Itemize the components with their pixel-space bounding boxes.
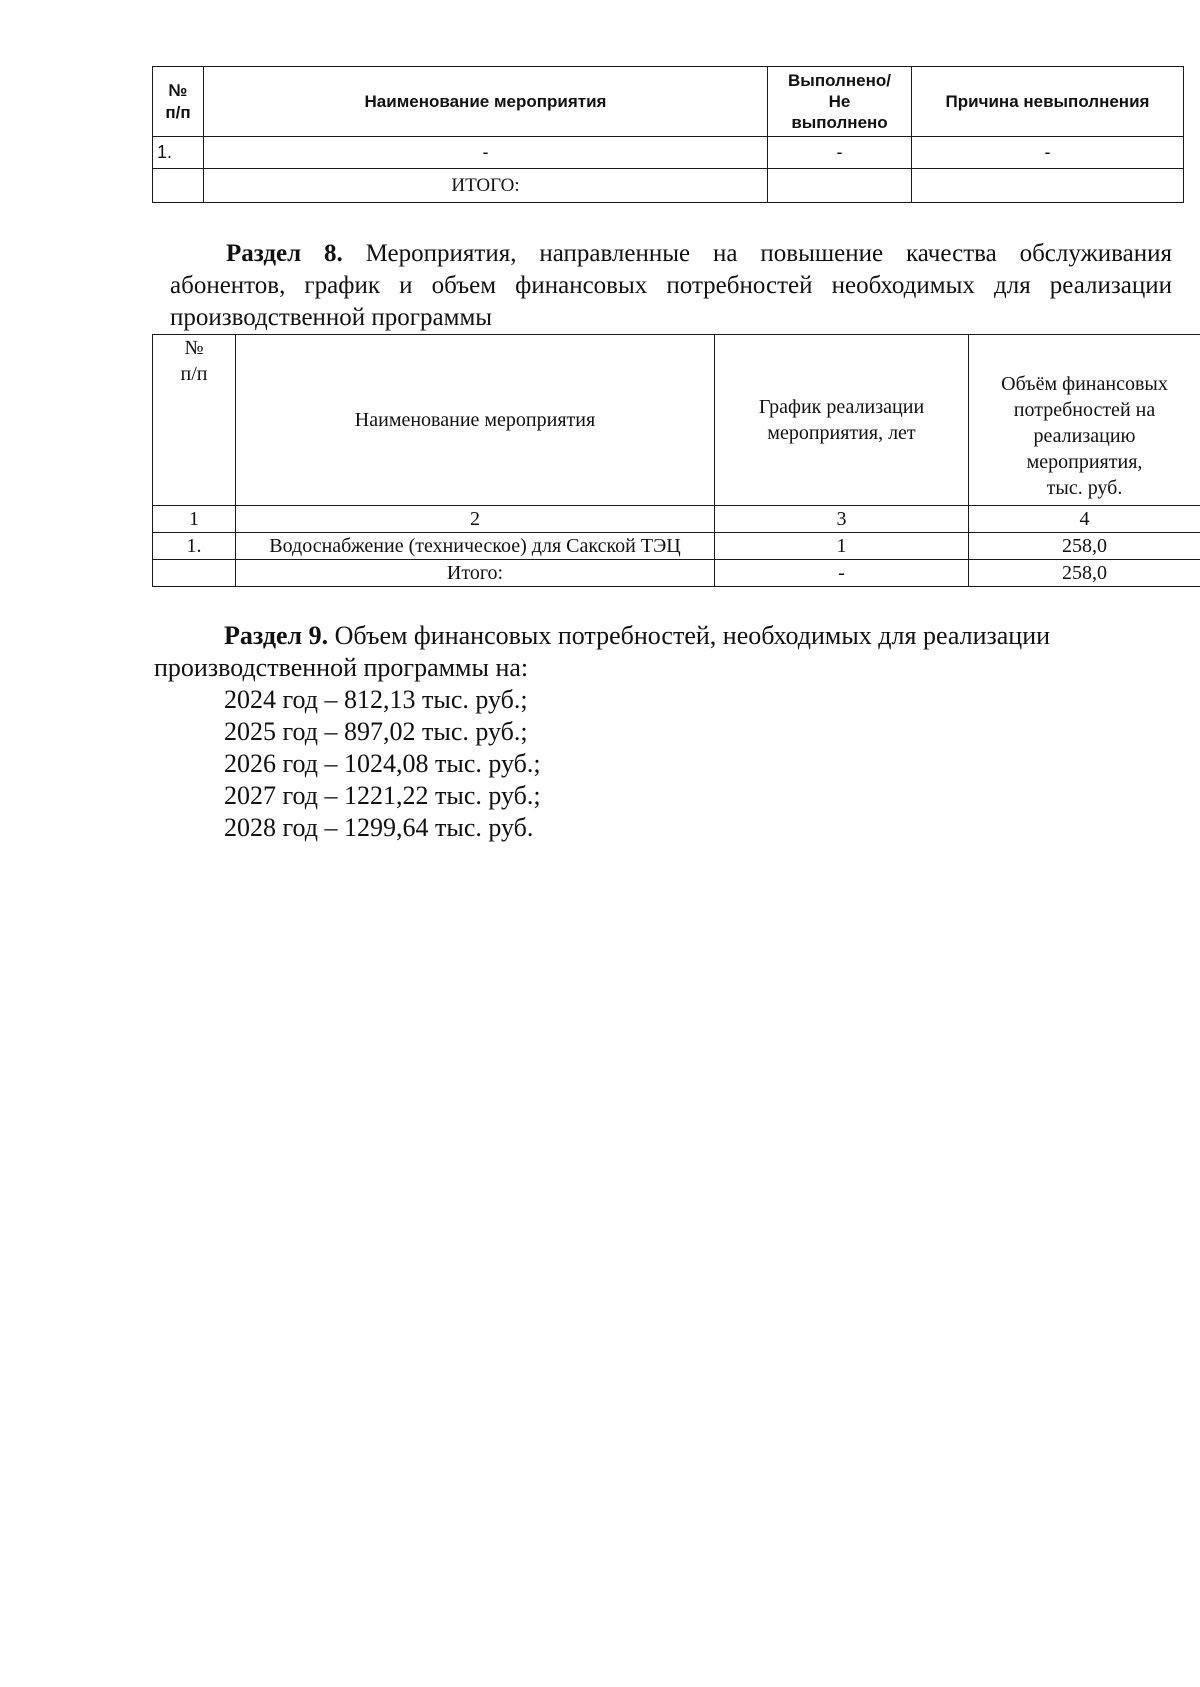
table-total-row (153, 169, 1184, 203)
cell-reason: - (912, 137, 1184, 169)
cell-done: - (768, 137, 912, 169)
header-num: № п/п (153, 335, 236, 506)
cell-num: 1. (153, 533, 236, 560)
col-number: 2 (236, 506, 715, 533)
cell-schedule: 1 (715, 533, 969, 560)
col-number: 3 (715, 506, 969, 533)
section-8-text: Мероприятия, направленные на повышение качества обслуживания абонентов, график и объем финансовых потребностей необходимых для реализации производственной программы (170, 240, 1173, 331)
table-total-row (153, 560, 1200, 587)
header-num: № п/п (153, 67, 204, 137)
header-name: Наименование мероприятия (236, 335, 715, 506)
total-schedule: - (715, 560, 969, 587)
table-header-row (153, 67, 1184, 137)
cell-empty (912, 169, 1184, 203)
header-schedule: График реализации мероприятия, лет (715, 335, 969, 506)
header-done: Выполнено/ Не выполнено (768, 67, 912, 137)
year-item: 2027 год – 1221,22 тыс. руб.; (224, 781, 541, 810)
year-item: 2024 год – 812,13 тыс. руб.; (224, 685, 528, 714)
total-label: Итого: (236, 560, 715, 587)
section-9-paragraph (154, 620, 1174, 844)
cell-name: - (204, 137, 768, 169)
total-label: ИТОГО: (204, 169, 768, 203)
table-header-row (153, 335, 1200, 506)
year-item: 2026 год – 1024,08 тыс. руб.; (224, 749, 541, 778)
column-numbers-row (153, 506, 1200, 533)
section-9-label: Раздел 9. (224, 621, 329, 650)
cell-empty (153, 169, 204, 203)
table-row (153, 533, 1200, 560)
total-volume: 258,0 (969, 560, 1200, 587)
cell-empty (768, 169, 912, 203)
section-8-paragraph (170, 238, 1172, 334)
header-name: Наименование мероприятия (204, 67, 768, 137)
service-quality-events-table (152, 334, 1200, 587)
header-reason: Причина невыполнения (912, 67, 1184, 137)
section-8-label: Раздел 8. (226, 240, 343, 267)
year-item: 2025 год – 897,02 тыс. руб.; (224, 717, 528, 746)
table-row (153, 137, 1184, 169)
section-9-text: Объем финансовых потребностей, необходимых для реализации производственной программы на: (154, 621, 1051, 682)
cell-volume: 258,0 (969, 533, 1200, 560)
cell-num: 1. (153, 137, 204, 169)
header-volume: Объём финансовых потребностей на реализацию мероприятия, тыс. руб. (969, 335, 1200, 506)
col-number: 1 (153, 506, 236, 533)
events-completion-table (152, 66, 1184, 203)
cell-name: Водоснабжение (техническое) для Сакской ТЭЦ (236, 533, 715, 560)
cell-empty (153, 560, 236, 587)
col-number: 4 (969, 506, 1200, 533)
year-item: 2028 год – 1299,64 тыс. руб. (224, 813, 534, 842)
